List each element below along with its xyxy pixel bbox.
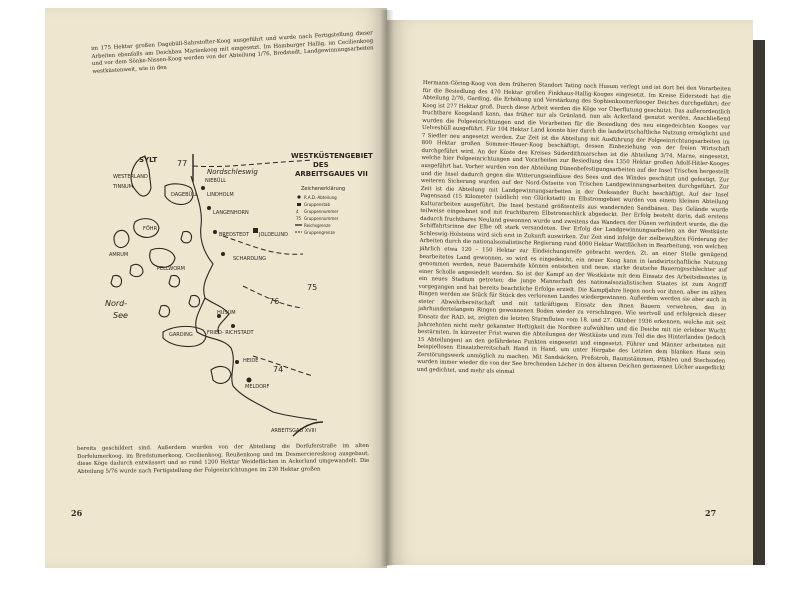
svg-text:4: 4: [296, 209, 299, 214]
label-77: 77: [177, 159, 188, 168]
label-schardling: SCHARDLING: [233, 256, 267, 262]
label-foehr: FÖHR: [143, 226, 158, 232]
label-langenhorn: LANGENHORN: [213, 210, 249, 216]
left-page: [45, 8, 387, 568]
label-heide: HEIDE: [243, 358, 259, 364]
label-friedrichstadt: FRIED- RICHSTADT: [207, 330, 254, 336]
label-husum: HUSUM: [217, 310, 236, 316]
label-75: 75: [307, 283, 318, 292]
label-sylt: SYLT: [139, 156, 158, 164]
map-title-1: WESTKÜSTENGEBIET: [291, 152, 373, 160]
label-nord: Nord-: [105, 299, 128, 308]
label-garding: GARDING: [169, 332, 193, 338]
svg-text:75: 75: [296, 216, 302, 221]
label-amrum: AMRUM: [109, 252, 129, 258]
legend-item-4: Gruppennummer: [304, 216, 339, 221]
legend-item-2: Gruppenstab: [304, 202, 330, 207]
label-arbeitsgau: ARBEITSGAU XVIII: [271, 428, 316, 434]
label-tinnum: TINNUM: [113, 184, 133, 190]
right-page-text: Hermann-Göring-Koog von dem früheren Standort Tating nach Husum verlegt und ist dort bei den Vorarbeiten für die Besiedlung des 470 Hektar großen Finkhaus-Hallig-Kooges eingesetzt. Im Kreise Eiderstedt hat die Abteilung 2/76, Garding, die Erhöhung und Verstärkung des Sophienkoomerkooger Deiches durchgeführt; der Koog ist 277 Hektar groß. Durch diese Arbeit werden die Köge vor Überflutung geschützt. Das außerordentlich fruchtbare Koogsland kann, das früher nur als Grünland, nun als Ackerland genutzt werden. Anschließend wurden die Folgeeinrichtungen und die Vorarbeiten für die Besiedlung des neu eingedeichten Kooges vor Uelvesbüll ausgeführt. Für 104 Hektar Land konnte hier durch die landwirtschaftliche Nutzung ermöglicht und 7 Siedler neu angesetzt werden. Zur Zeit ist die Abteilung mit Ausführung der Folgeeinrichtungsarbeiten im 800 Hektar großen Sommer-Heuer-Koog beschäftigt, dessen Einbeziehung von der freien Wirtschaft durchgeführt wird. An der Küste des Kreises Süderdithmarschen ist die Abteilung 3/74, Marne, eingesetzt, welche hier Folgeeinrichtungen und Vorarbeiten zur Besiedlung des 1350 Hektar großen Adolf-Hitler-Kooges ausgeführt hat. Vorher wurden von der Abteilung Dünenbefestigungsarbeiten auf der Insel Trischen hergestellt und die Insel dadurch gegen die Witterungseinflüsse des Sees und des Windes geschützt und gefestigt. Zur weiteren Sicherung wurden auf der Nord-Ostseite von Trischen Landgewinnungsarbeiten durchgeführt. Zur Zeit ist die Abteilung mit Landgewinnungsarbeiten in der Dieksander Bucht beschäftigt. Auf der Insel Pagensand (15 Kilometer (südlich) von Glückstadt) im Elbstromgebiet wurden von einem kleinen Abteilung Kulturarbeiten ausgeführt. Die Insel bestand größtenteils aus wandernden Sandbänen. Das Gelände wurde teilweise eingeebnet und mit fruchtbarem Elbstromschlick abgedeckt. Der Erfolg besteht darin, daß erstens dadurch fruchtbares Neuland gewonnen wurde und zweitens das Wandern der Dünen verhindert wurde, die die Schiffahrtsrinne der Elbe oft stark versandeten. Der Erfolg der Landgewinnungsarbeiten an der Westküste Schleswig-Holsteins wird sich erst in Zukunft auswirken. Zur Zeit sind infolge der zielbewußten Förderung der Arbeiten durch die nationalsozialistische Regierung rund 4000 Hektar Wattflächen in Bearbeitung, von welchen jährlich etwa 120 – 150 Hektar zur Eindeichungsreife gebracht werden. Zt. an einer Stelle genügend bearbeitetes Land gewonnen, so wird es eingedeicht, ein neuer Koog kann in landwirtschaftliche Nutzung genommen werden, neue Bauernhöfe können entstehen und neue, starke deutsche Bauerngeschlechter auf einer Scholle angesiedelt werden. So ist der Kampf an der Westküste mit dem Einsatz des Arbeitsdienstes in ein neues Stadium getreten; die junge Mannschaft des nationalsozialistischen Staates ist zum Angriff vorgegangen und hat bereits beachtliche Erfolge erzielt. Die Kampfjahre liegen noch vor ihnen, aber im zähen Ringen werden sie Stück für Stück des verlorenen Landes wiedergewinnen. Außerdem werden sie aber auch in steter Abwehrbereitschaft und mit tatkräftigem Einsatz den ihnen Bauern verwehren, den in jahrhundertelangem Ringen gewonnenen Boden wieder zu verschlingen. Wie wertvoll und erfolgreich dieser Einsatz der RAD. ist, zeigten die letzten Sturmfluten vom 18. und 27. Oktober 1936 erkennen, welche mit seit Jahrzehnten nicht mehr gekannter Heftigkeit die Nordsee aufwühlten und die Deiche mit nie erlebter Wucht bestürmten. In kürzester Frist waren die Abteilungen der Westküste und zum Teil die des Hinterlandes (jedoch 15 Abteilungen) an den gefährdeten Punkten eingesetzt und eingesetzt. Führer und Männer arbeiteten mit beispiellosen Einsatzbereitschaft Hand in Hand, um unter Hergabe des Letzten dem blanken Hans sein Zerstörungswerk unmöglich zu machen. Mit Sandsäcken, Preßstroh, Baumstämmen, Pfählen und Stechsoden wurden immer wieder die von der See brechenden Löcher in den älteren Deichen gerissenen Löcher ausgeflickt und gedichtet, und mehr als einmal: [416, 80, 731, 375]
left-page-bottom-text: bereits geschildert sind. Außerdem wurden von der Abteilung die Dorfuferstraße im alten Dorfelumerkoog, im Bredstumerkoog, Cecilienkoog, Reußenkoog und im Desmerciereskoog ausgebaut, diese Köge dadurch entwässert und so rund 1200 Hektar Weideflächen in Ackerland umgewandelt. Die Abteilung 5/76 wurde nach Fertigstellung der Folgeeinrichtungen im 230 Hektar großen: [77, 442, 370, 475]
label-bredstedt: BREDSTEDT: [219, 232, 250, 238]
legend-item-6: Gruppengrenze: [304, 230, 336, 235]
label-see: See: [113, 311, 128, 320]
map-title-3: ARBEITSGAUES VII: [295, 170, 368, 178]
book-cover-edge: [753, 40, 765, 565]
legend-item-1: R.A.D.-Abteilung: [304, 195, 337, 200]
label-pellworm: PELLWORM: [157, 266, 185, 272]
label-westerland: WESTERLAND: [113, 174, 148, 180]
label-76: 76: [269, 297, 280, 306]
label-niebuell: NIEBÜLL: [205, 178, 227, 184]
page-number-right: 27: [705, 508, 717, 518]
label-lindholm: LINDHOLM: [207, 192, 234, 198]
label-dagebuell: DAGEBÜLL: [171, 192, 198, 198]
left-page-top-text: im 175 Hektar großen Dagebüll-Sahrstofter-Koog ausgeführt und wurde nach Fertigstellung dieser Arbeiten ebenfalls am Deichbau Marienkoog mit eingesetzt. Im Hamburger Hallig, im Cecilienkoog und vor dem Sönke-Nissen-Koog werden von der Abteilung 1/76, Bredstedt, Landgewinnungsarbeiten westküstenweit, wie in den: [91, 30, 374, 75]
westkueste-map: [73, 136, 373, 441]
map-legend-heading: Zeichenerklärung: [301, 186, 346, 192]
label-nordschleswig: Nordschleswig: [207, 168, 258, 176]
legend-item-3: Gruppennummer: [304, 209, 339, 214]
map-title-2: DES: [313, 161, 329, 169]
right-page: [387, 20, 753, 565]
page-number-left: 26: [71, 508, 83, 518]
book-spine: [380, 10, 394, 566]
label-meldorf: MELDORF: [245, 384, 270, 390]
label-joldelund: JOLDELUND: [259, 232, 288, 238]
label-74: 74: [273, 365, 284, 374]
legend-item-5: Reichsgrenze: [304, 223, 331, 228]
